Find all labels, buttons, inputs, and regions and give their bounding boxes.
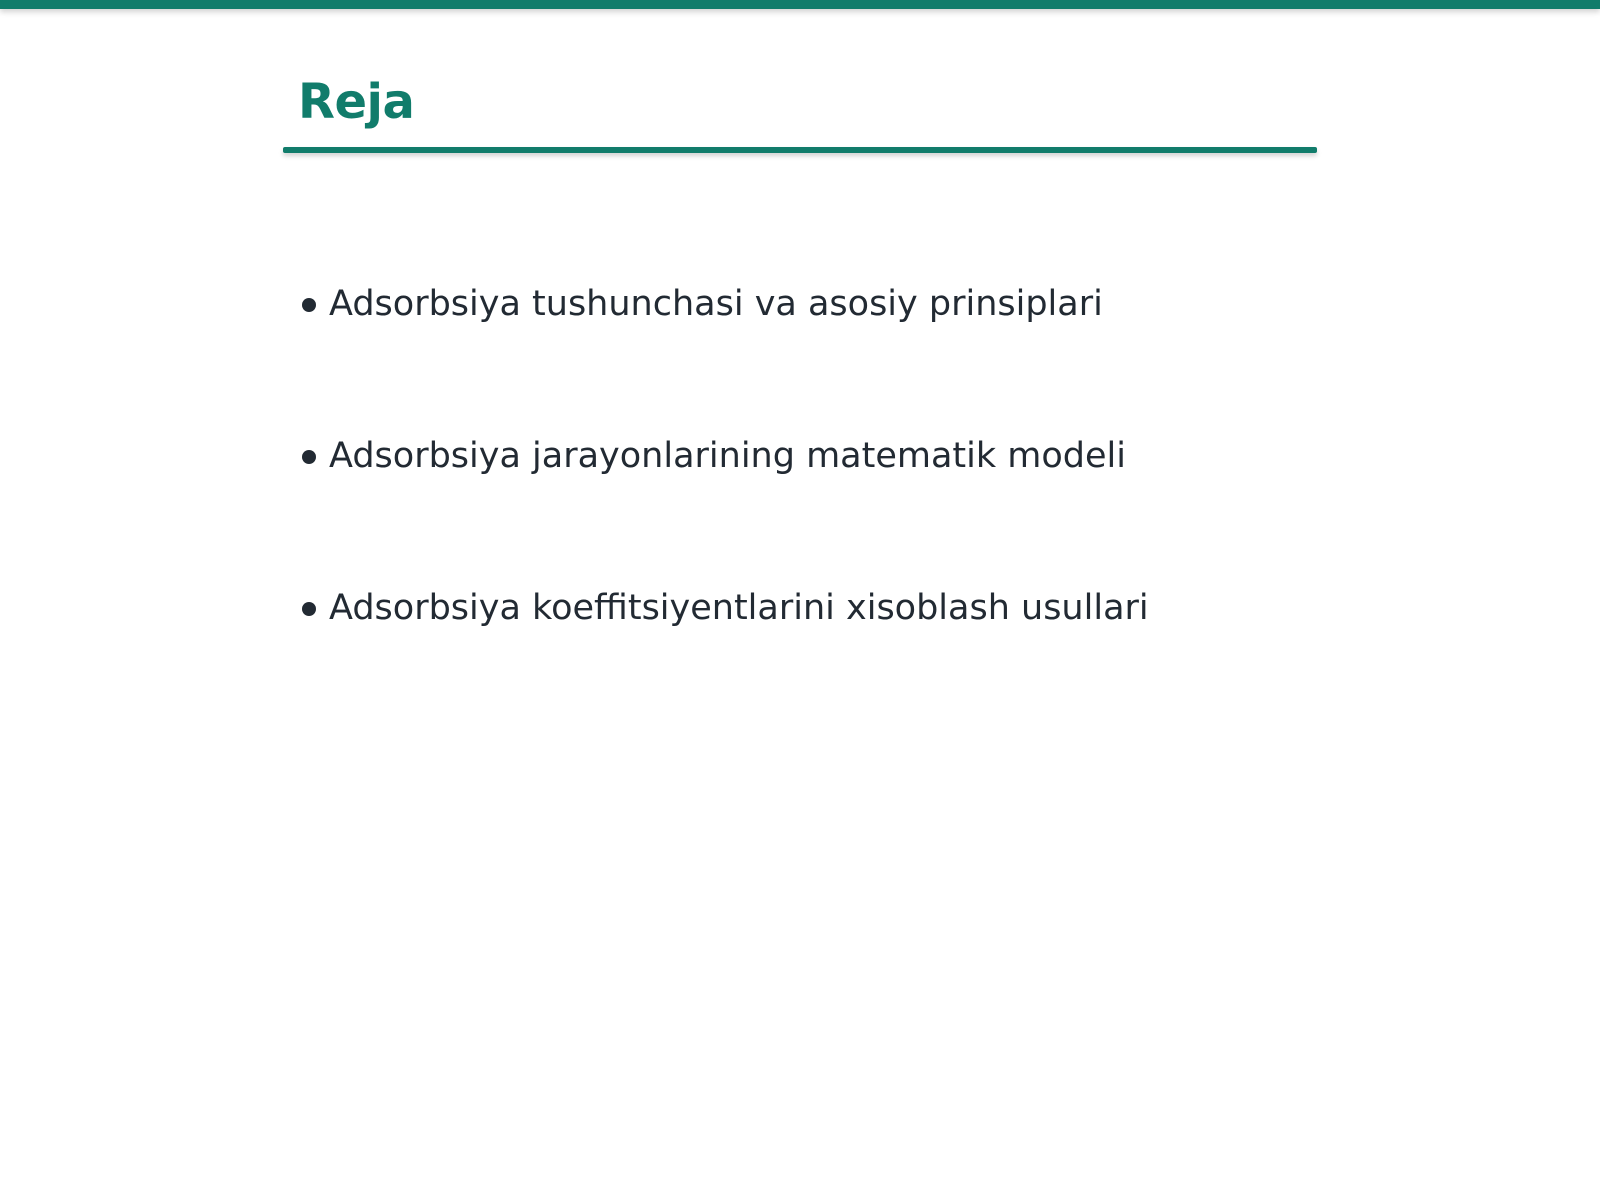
list-item	[300, 580, 1400, 732]
list-item	[300, 276, 1400, 428]
top-accent-bar	[0, 0, 1600, 9]
list-item-text: Adsorbsiya jarayonlarining matematik modeli	[329, 436, 1126, 476]
list-item-text: Adsorbsiya koeffitsiyentlarini xisoblash usullari	[329, 588, 1149, 628]
list-item-text: Adsorbsiya tushunchasi va asosiy prinsiplari	[329, 284, 1103, 324]
bullet-dot-icon	[302, 450, 316, 464]
list-item	[300, 428, 1400, 580]
bullet-dot-icon	[302, 298, 316, 312]
title-underline	[283, 147, 1317, 153]
agenda-list	[300, 276, 1400, 732]
slide-title: Reja	[298, 74, 415, 130]
bullet-dot-icon	[302, 602, 316, 616]
